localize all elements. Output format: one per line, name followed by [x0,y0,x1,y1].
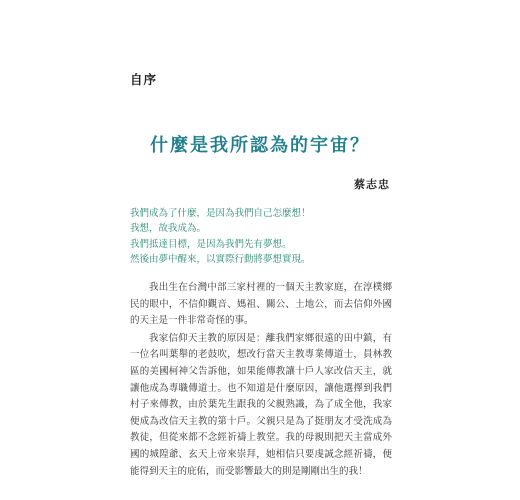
paragraph: 我出生在台灣中部三家村裡的一個天主教家庭，在淳樸鄉民的眼中，不信仰觀音、媽祖、關公、土地公，而去信仰外國的天主是一件非常奇怪的事。 [130,282,392,327]
body-text [130,280,392,481]
epigraph-line: 然後由夢中醒來，以實際行動將夢想實現。 [130,253,311,265]
epigraph-line: 我想，故我成為。 [130,223,207,235]
author-name: 蔡志忠 [354,178,390,191]
section-label: 自序 [130,72,158,87]
epigraph [130,206,410,267]
paragraph: 我家信仰天主教的原因是：離我們家鄉很遠的田中鎮，有一位名叫葉舉的老鼓吹，想改行當天主教專業傳道士，員林教區的美國柯神父告訴他，如果能傳教讓十戶人家改信天主，就讓他成為專職傳道士。也不知道是什麼原因，讓他選擇到我們村子來傳教，由於葉先生跟我的父親熟識，為了成全他，我家便成為改信天主教的第十戶。父親只是為了挺朋友才受洗成為教徒，但從來都不念經祈禱上教堂。我的母親則把天主當成外國的城隍爺、玄天上帝來崇拜，她相信只要虔誠念經祈禱，便能得到天主的庇佑，而受影響最大的則是剛剛出生的我！ [130,332,392,477]
epigraph-line: 我們抵達目標，是因為我們先有夢想。 [130,238,292,250]
epigraph-line: 我們成為了什麼，是因為我們自己怎麼想！ [130,208,311,219]
chapter-title: 什麼是我所認為的宇宙？ [150,135,370,156]
